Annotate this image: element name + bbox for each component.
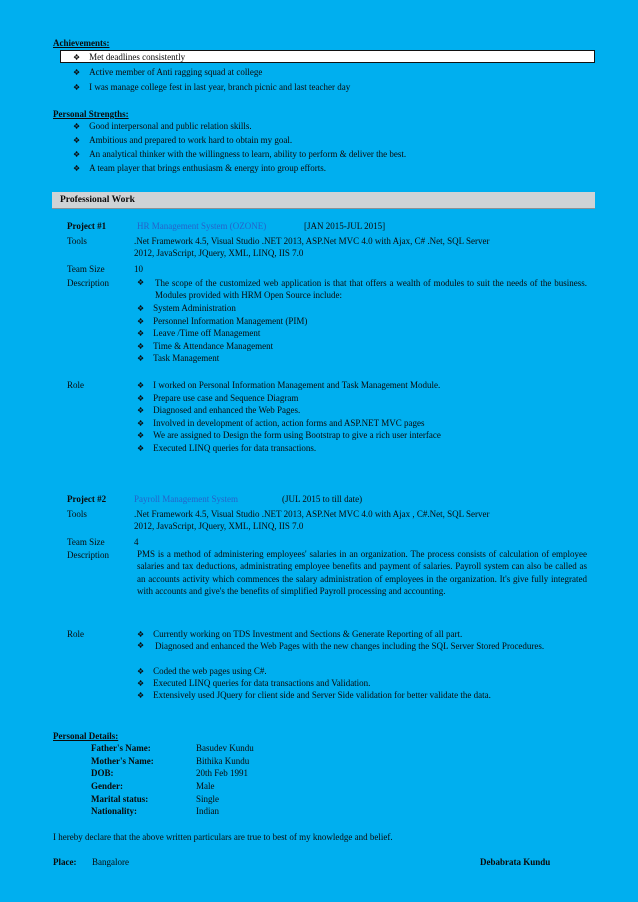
strength-item: ❖ Good interpersonal and public relation skills. <box>73 121 252 131</box>
detail-value: Indian <box>196 806 219 816</box>
module-item: ❖ System Administration <box>137 303 236 313</box>
detail-label: Father's Name: <box>91 743 151 753</box>
description-label: Description <box>67 550 109 560</box>
tools-label: Tools <box>67 236 87 246</box>
project1-label: Project #1 <box>67 221 107 231</box>
achievement-item: ❖ I was manage college fest in last year, branch picnic and last teacher day <box>73 82 350 92</box>
role-item: ❖ Diagnosed and enhanced the Web Pages. <box>137 405 300 415</box>
detail-label: Marital status: <box>91 794 149 804</box>
strength-item: ❖ An analytical thinker with the willingness to learn, ability to perform & deliver the best. <box>73 149 406 159</box>
module-item: ❖ Personnel Information Management (PIM) <box>137 316 307 326</box>
strengths-heading: Personal Strengths: <box>53 109 129 119</box>
detail-label: Mother's Name: <box>91 756 154 766</box>
detail-value: Single <box>196 794 220 804</box>
project2-team-size: 4 <box>134 537 139 547</box>
detail-value: Male <box>196 781 215 791</box>
project2-tools: .Net Framework 4.5, Visual Studio .NET 2013, ASP.Net MVC 4.0 with Ajax , C#.Net, SQL Server <box>134 509 490 519</box>
bullet-icon: ❖ <box>137 641 145 650</box>
project1-name: HR Management System (OZONE) <box>137 221 267 231</box>
role-label: Role <box>67 380 84 390</box>
role-item: ❖ Prepare use case and Sequence Diagram <box>137 393 298 403</box>
project2-dates: (JUL 2015 to till date) <box>282 494 363 504</box>
project2-name: Payroll Management System <box>134 494 238 504</box>
professional-work-bar <box>52 192 595 209</box>
team-size-label: Team Size <box>67 264 105 274</box>
project2-description: PMS is a method of administering employees' salaries in an organization. The process consists of calculation of employee salaries and tax deductions, administrating employee benefits and payment of salaries. Payroll system can also be called as an accounts activity which commences the salary administration of employees in the organization. It's give fully integrated with accounts and give's the benefits of simplified Payroll processing and accounting. <box>137 549 587 596</box>
module-item: ❖ Task Management <box>137 353 219 363</box>
bullet-icon: ❖ <box>137 278 145 287</box>
declaration: I hereby declare that the above written particulars are true to best of my knowledge and belief. <box>53 832 393 842</box>
project1-tools-cont: 2012, JavaScript, JQuery, XML, LINQ, IIS 7.0 <box>134 248 304 258</box>
place-value: Bangalore <box>92 857 129 867</box>
project1-tools: .Net Framework 4.5, Visual Studio .NET 2013, ASP.Net MVC 4.0 with Ajax, C# .Net, SQL Server <box>134 236 490 246</box>
project1-team-size: 10 <box>134 264 143 274</box>
project2-label: Project #2 <box>67 494 107 504</box>
role-item: ❖ Extensively used JQuery for client side and Server Side validation for better validate the data. <box>137 690 491 700</box>
detail-value: Bithika Kundu <box>196 756 250 766</box>
detail-value: 20th Feb 1991 <box>196 768 249 778</box>
achievements-heading: Achievements: <box>53 38 110 48</box>
module-item: ❖ Leave /Time off Management <box>137 328 260 338</box>
role-item: ❖ We are assigned to Design the form using Bootstrap to give a rich user interface <box>137 430 441 440</box>
module-item: ❖ Time & Attendance Management <box>137 341 273 351</box>
role-item: ❖ Executed LINQ queries for data transactions and Validation. <box>137 678 370 688</box>
tools-label: Tools <box>67 509 87 519</box>
place-label: Place: <box>53 857 77 867</box>
achievement-item: ❖ Active member of Anti ragging squad at college <box>73 67 262 77</box>
detail-label: DOB: <box>91 768 114 778</box>
role-item: Diagnosed and enhanced the Web Pages with the new changes including the SQL Server Stored Procedures. <box>155 641 545 651</box>
signature-name: Debabrata Kundu <box>480 857 551 867</box>
team-size-label: Team Size <box>67 537 105 547</box>
project1-description: The scope of the customized web application is that that offers a wealth of modules to suit the needs of the business. Modules provided with HRM Open Source include: <box>155 278 587 301</box>
role-item: ❖ Involved in development of action, action forms and ASP.NET MVC pages <box>137 418 424 428</box>
personal-details-heading: Personal Details: <box>53 731 119 741</box>
detail-label: Nationality: <box>91 806 138 816</box>
role-label: Role <box>67 629 84 639</box>
role-item: ❖ I worked on Personal Information Management and Task Management Module. <box>137 380 440 390</box>
role-item: ❖ Currently working on TDS Investment and Sections & Generate Reporting of all part. <box>137 629 462 639</box>
role-item: ❖ Coded the web pages using C#. <box>137 666 267 676</box>
description-label: Description <box>67 278 109 288</box>
detail-value: Basudev Kundu <box>196 743 254 753</box>
strength-item: ❖ A team player that brings enthusiasm & energy into group efforts. <box>73 163 326 173</box>
strength-item: ❖ Ambitious and prepared to work hard to obtain my goal. <box>73 135 292 145</box>
project1-dates: [JAN 2015-JUL 2015] <box>304 221 386 231</box>
role-item: ❖ Executed LINQ queries for data transactions. <box>137 443 316 453</box>
project2-tools-cont: 2012, JavaScript, JQuery, XML, LINQ, IIS 7.0 <box>134 521 304 531</box>
professional-work-heading: Professional Work <box>60 195 135 205</box>
achievement-item: ❖ Met deadlines consistently <box>73 52 185 62</box>
detail-label: Gender: <box>91 781 123 791</box>
